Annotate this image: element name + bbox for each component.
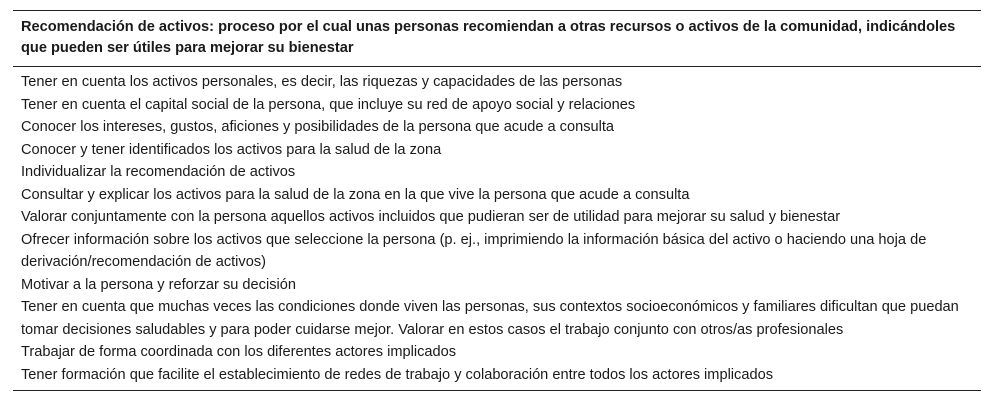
table-row (13, 274, 981, 297)
table-cell: Valorar conjuntamente con la persona aquellos activos incluidos que pudieran ser de utilidad para mejorar su salud y bienestar (21, 209, 841, 225)
table-body (13, 67, 981, 391)
table-row (13, 296, 981, 341)
table-header-row (13, 11, 981, 67)
table-row (13, 161, 981, 184)
table-cell: Tener en cuenta que muchas veces las condiciones donde viven las personas, sus contextos socioeconómicos y familiares dificultan que puedan tomar decisiones saludables y para poder cuidarse mejor. Valorar en estos casos el trabajo conjunto con otros/as profesionales (21, 299, 959, 338)
table-row (13, 184, 981, 207)
table-cell: Tener en cuenta los activos personales, es decir, las riquezas y capacidades de las personas (21, 74, 623, 90)
table-cell: Individualizar la recomendación de activos (21, 164, 296, 180)
table-cell: Ofrecer información sobre los activos que seleccione la persona (p. ej., imprimiendo la información básica del activo o haciendo una hoja de derivación/recomendación de activos) (21, 231, 927, 270)
table-row (13, 139, 981, 162)
table-row (13, 341, 981, 364)
table-header: Recomendación de activos: proceso por el cual unas personas recomiendan a otras recursos o activos de la comunidad, indicándoles que pueden ser útiles para mejorar su bienestar (13, 11, 981, 67)
table-row (13, 116, 981, 139)
table-cell: Motivar a la persona y reforzar su decisión (21, 276, 296, 293)
table-row (13, 206, 981, 229)
table-row (13, 364, 981, 391)
table-row (13, 229, 981, 274)
table-cell: Tener en cuenta el capital social de la persona, que incluye su red de apoyo social y relaciones (21, 96, 636, 113)
recommendation-table (13, 10, 981, 391)
recommendation-table-container (13, 10, 981, 391)
table-row (13, 67, 981, 94)
table-cell: Tener formación que facilite el establecimiento de redes de trabajo y colaboración entre todos los actores implicados (13, 364, 981, 391)
table-row (13, 94, 981, 117)
table-cell: Consultar y explicar los activos para la salud de la zona en la que vive la persona que acude a consulta (21, 186, 690, 203)
table-cell: Conocer y tener identificados los activos para la salud de la zona (21, 141, 442, 158)
table-cell: Conocer los intereses, gustos, aficiones y posibilidades de la persona que acude a consulta (21, 119, 615, 135)
table-cell: Trabajar de forma coordinada con los diferentes actores implicados (21, 344, 457, 360)
